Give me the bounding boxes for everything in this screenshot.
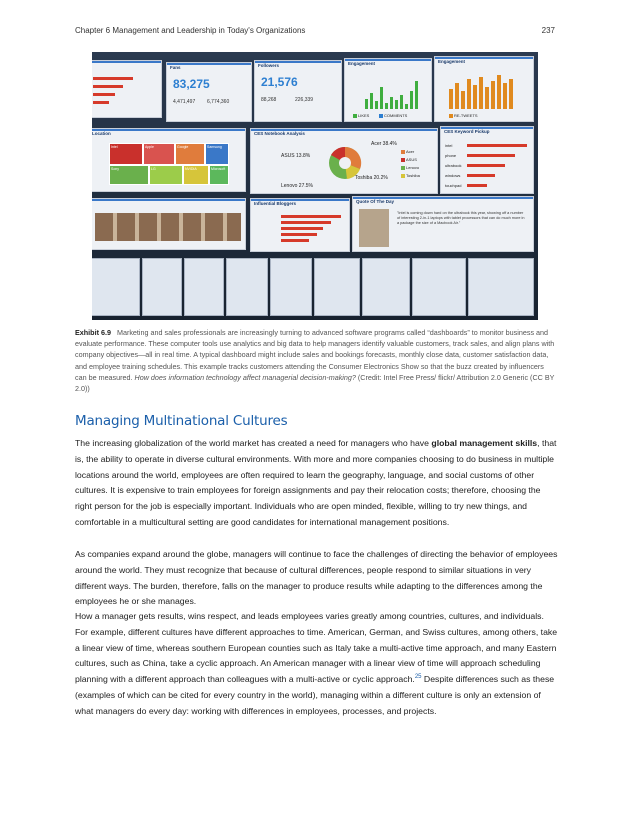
keyword-touchpad: touchpad	[445, 183, 462, 188]
engagement1-legend-comments: COMMENTS	[379, 113, 407, 118]
activity-strip-8	[412, 258, 466, 316]
panel-engagement-likes	[344, 58, 432, 122]
ces-analysis-title: CES Notebook Analysis	[254, 131, 305, 136]
panel-influential-bloggers	[250, 198, 350, 252]
followers-title: Followers	[258, 63, 280, 68]
treemap-cell-samsung: Samsung	[205, 143, 229, 165]
quote-text: "Intel is coming down hard on the ultrabook this year, showing off a number of interesting 2-in-1 laptops with tablet processors that can do much more in a package the size of a Macbook Air."	[397, 211, 525, 225]
followers-sub1: 88,268	[261, 97, 277, 103]
ces-legend-asus: ASUS	[401, 157, 417, 162]
panel-ces-analysis	[250, 128, 438, 194]
avatar-strip	[95, 213, 241, 241]
treemap-cell-google: Google	[175, 143, 205, 165]
treemap-cell-intel: Intel	[109, 143, 143, 165]
chapter-title: Chapter 6 Management and Leadership in Today's Organizations	[75, 26, 306, 35]
caption-question: How does information technology affect managerial decision-making?	[134, 372, 356, 382]
paragraph-1: The increasing globalization of the world market has created a need for managers who have global management skills, that is, the ability to operate in diverse cultural environments. With more and more companies choosing to do business in multiple locations around the world, employees are often required to learn the geography, language, and social customs of other cultures. It is expensive to train employees for foreign assignments and pay their relocation costs; therefore, choosing the right person for the job is especially important. Individuals who are open minded, flexible, willing to try new things, and comfortable in a multicultural setting are good candidates for international management positions.	[75, 438, 557, 527]
pie-label-toshiba: Toshiba 20.2%	[355, 175, 388, 181]
followers-sub2: 226,339	[295, 97, 314, 103]
keyword-ultrabook: ultrabook	[445, 163, 462, 168]
caption-credit: (Credit: Intel Free Press/ flickr/ Attribution 2.0 Generic (CC BY 2.0))	[75, 372, 555, 394]
keyword-phone: phone	[445, 153, 457, 158]
treemap-cell-sony: Sony	[109, 165, 149, 185]
fans-sub2: 6,774,360	[207, 99, 230, 105]
key-term: global management skills	[431, 438, 538, 448]
panel-left-partial	[92, 60, 162, 118]
panel-location	[92, 128, 246, 192]
panel-ces-keywords	[440, 126, 534, 194]
activity-strip-7	[362, 258, 410, 316]
engagement2-legend-retweets: RE-TWEETS	[449, 113, 478, 118]
panel-people-strip	[92, 198, 246, 250]
paragraph-2: As companies expand around the globe, managers will continue to face the challenges of directing the behavior of employees around the world. They must recognize that because of cultural differences, people respond to similar situations in very different ways. The burden, therefore, falls on the manager to produce results while adapting to the differences among the employees he or she manages.	[75, 549, 558, 607]
fans-title: Fans	[170, 65, 181, 70]
treemap-cell-apple: Apple	[143, 143, 175, 165]
followers-value: 21,576	[261, 75, 298, 89]
activity-strip-3	[184, 258, 224, 316]
activity-strip-4	[226, 258, 268, 316]
section-heading: Managing Multinational Cultures	[75, 413, 288, 429]
page-header	[75, 26, 555, 38]
engagement2-title: Engagement	[438, 59, 466, 64]
pie-label-acer: Acer 38.4%	[371, 141, 397, 147]
influential-title: Influential Bloggers	[254, 201, 297, 206]
dashboard-photo	[92, 52, 538, 320]
ces-legend-lenovo: Lenovo	[401, 165, 419, 170]
activity-strip-6	[314, 258, 360, 316]
footnote-link[interactable]: 25	[414, 674, 422, 681]
page-number: 237	[541, 26, 555, 35]
fans-sub1: 4,471,497	[173, 99, 196, 105]
activity-strip-2	[142, 258, 182, 316]
pie-label-asus: ASUS 13.8%	[281, 153, 311, 159]
quote-title: Quote Of The Day	[356, 199, 395, 204]
ces-legend-acer: Acer	[401, 149, 414, 154]
pie-label-lenovo: Lenovo 27.5%	[281, 183, 313, 189]
panel-engagement-retweets	[434, 56, 534, 122]
ces-legend-toshiba: Toshiba	[401, 173, 420, 178]
activity-strip-5	[270, 258, 312, 316]
treemap-cell-lg: LG	[149, 165, 183, 185]
activity-strip-1	[92, 258, 140, 316]
panel-followers	[254, 60, 342, 122]
engagement1-title: Engagement	[348, 61, 376, 66]
keyword-windows: windows	[445, 173, 461, 178]
keyword-intel: intel	[445, 143, 453, 148]
treemap-cell-nvidia: NVIDIA	[183, 165, 209, 185]
figure-caption	[75, 327, 555, 394]
caption-text: Marketing and sales professionals are increasingly turning to advanced software programs called “dashboards” to monitor business and evaluate performance. These computer tools use analytics and big data to help managers identify valuable customers, track sales, and align plans with company objectives—all in real time. A typical dashboard might include sales and bookings forecasts, monthly close data, customer satisfaction data, and employee training schedules. This example tracks customers attending the Consumer Electronics Show so that the buzz created by influencers can be measured.	[75, 328, 555, 382]
quote-avatar	[359, 209, 389, 247]
paragraph-3: How a manager gets results, wins respect, and leads employees varies greatly among countries, cultures, and individuals. For example, different cultures have different approaches to time. American, German, and Swiss cultures, among others, take a linear view of time, whereas southern European counties such as Italy take a multi-active time approach, and many Eastern cultures, such as China, take a cyclic approach. An American manager with a linear view of time will approach scheduling planning with a different approach than colleagues with a multi-active or cyclic approach.$^{25}$ Despite differences such as these (examples of which can be cited for every country in the world), managing within a different culture is only an extension of what managers do every day: working with differences in employees, processes, and projects.	[75, 611, 558, 716]
panel-fans	[166, 62, 252, 122]
engagement1-legend-likes: LIKES	[353, 113, 369, 118]
activity-strip-9	[468, 258, 534, 316]
fans-value: 83,275	[173, 77, 210, 91]
treemap-cell-microsoft: Microsoft	[209, 165, 229, 185]
panel-quote-of-the-day	[352, 196, 534, 252]
exhibit-label: Exhibit 6.9	[75, 328, 111, 337]
ces-keywords-title: CES Keyword Pickup	[444, 129, 490, 134]
location-title: Location	[92, 131, 111, 136]
